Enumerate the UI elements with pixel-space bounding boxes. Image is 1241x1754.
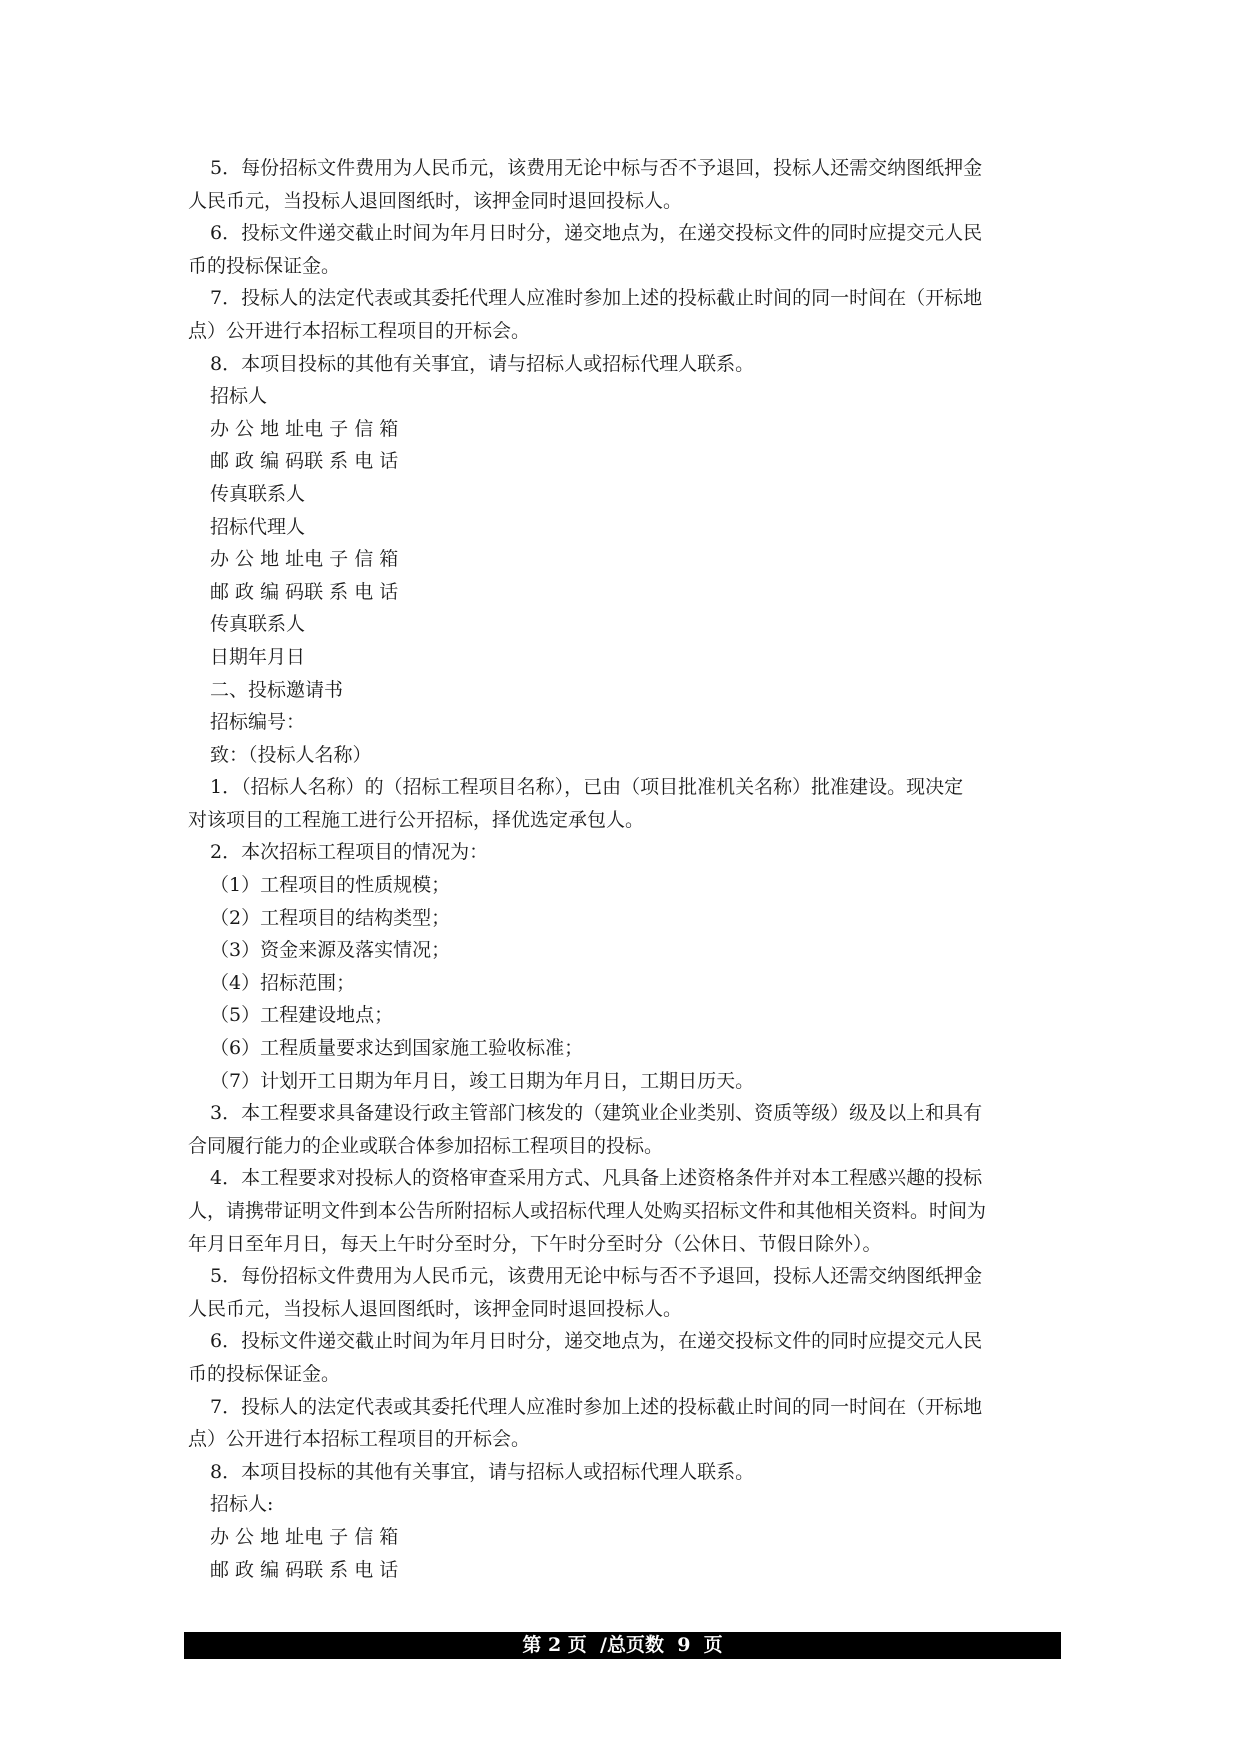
paragraph-line: 7．投标人的法定代表或其委托代理人应准时参加上述的投标截止时间的同一时间在（开标地 bbox=[210, 287, 983, 310]
paragraph-line: 5．每份招标文件费用为人民币元，该费用无论中标与否不予退回，投标人还需交纳图纸押金 bbox=[210, 1265, 983, 1288]
list-item: （2）工程项目的结构类型； bbox=[210, 906, 451, 929]
list-item: （4）招标范围； bbox=[210, 971, 356, 994]
paragraph-line: 传真联系人 bbox=[210, 613, 306, 636]
page-number: 第 2 页 /总页数 9 页 bbox=[522, 1634, 723, 1656]
paragraph-line: 7．投标人的法定代表或其委托代理人应准时参加上述的投标截止时间的同一时间在（开标地 bbox=[210, 1395, 983, 1418]
paragraph-line: 2．本次招标工程项目的情况为： bbox=[210, 841, 489, 864]
section-heading: 二、投标邀请书 bbox=[210, 678, 344, 701]
paragraph-line: 点）公开进行本招标工程项目的开标会。 bbox=[188, 319, 531, 342]
paragraph-line: 致：（投标人名称） bbox=[210, 743, 372, 766]
paragraph-line: 办 公 地 址电 子 信 箱 bbox=[210, 548, 399, 571]
paragraph-line: 对该项目的工程施工进行公开招标，择优选定承包人。 bbox=[188, 808, 645, 831]
paragraph-line: 币的投标保证金。 bbox=[188, 254, 341, 277]
page-footer bbox=[184, 1632, 1061, 1659]
paragraph-line: 办 公 地 址电 子 信 箱 bbox=[210, 1525, 399, 1548]
paragraph-line: 3．本工程要求具备建设行政主管部门核发的（建筑业企业类别、资质等级）级及以上和具有 bbox=[210, 1102, 983, 1125]
paragraph-line: 年月日至年月日，每天上午时分至时分，下午时分至时分（公休日、节假日除外）。 bbox=[188, 1232, 882, 1255]
paragraph-line: 日期年月日 bbox=[210, 645, 306, 668]
paragraph-line: 点）公开进行本招标工程项目的开标会。 bbox=[188, 1428, 531, 1451]
list-item: （7）计划开工日期为年月日，竣工日期为年月日，工期日历天。 bbox=[210, 1069, 755, 1092]
paragraph-line: 币的投标保证金。 bbox=[188, 1362, 341, 1385]
paragraph-line: 人民币元，当投标人退回图纸时，该押金同时退回投标人。 bbox=[188, 189, 683, 212]
paragraph-line: 6．投标文件递交截止时间为年月日时分，递交地点为，在递交投标文件的同时应提交元人民 bbox=[210, 222, 983, 245]
document-body bbox=[188, 152, 1058, 1586]
paragraph-line: 招标代理人 bbox=[210, 515, 306, 538]
paragraph-line: 招标人 bbox=[210, 385, 268, 408]
paragraph-line: 8．本项目投标的其他有关事宜，请与招标人或招标代理人联系。 bbox=[210, 352, 755, 375]
paragraph-line: 传真联系人 bbox=[210, 482, 306, 505]
list-item: （6）工程质量要求达到国家施工验收标准； bbox=[210, 1037, 584, 1060]
paragraph-line: 5．每份招标文件费用为人民币元，该费用无论中标与否不予退回，投标人还需交纳图纸押金 bbox=[210, 157, 983, 179]
paragraph-line: 合同履行能力的企业或联合体参加招标工程项目的投标。 bbox=[188, 1134, 664, 1157]
paragraph-line: 人民币元，当投标人退回图纸时，该押金同时退回投标人。 bbox=[188, 1297, 683, 1320]
paragraph-line: 8．本项目投标的其他有关事宜，请与招标人或招标代理人联系。 bbox=[210, 1460, 755, 1483]
paragraph-line: 6．投标文件递交截止时间为年月日时分，递交地点为，在递交投标文件的同时应提交元人民 bbox=[210, 1330, 983, 1353]
paragraph-line: 1．（招标人名称）的（招标工程项目名称），已由（项目批准机关名称）批准建设。现决定 bbox=[210, 776, 964, 799]
paragraph-line: 邮 政 编 码联 系 电 话 bbox=[210, 580, 399, 603]
paragraph-line: 招标编号： bbox=[210, 711, 306, 734]
paragraph-line: 招标人: bbox=[210, 1493, 274, 1516]
list-item: （1）工程项目的性质规模； bbox=[210, 874, 451, 897]
paragraph-line: 办 公 地 址电 子 信 箱 bbox=[210, 417, 399, 440]
paragraph-line: 人，请携带证明文件到本公告所附招标人或招标代理人处购买招标文件和其他相关资料。时间为 bbox=[188, 1200, 987, 1222]
list-item: （3）资金来源及落实情况； bbox=[210, 939, 451, 962]
paragraph-line: 邮 政 编 码联 系 电 话 bbox=[210, 1558, 399, 1581]
paragraph-line: 4．本工程要求对投标人的资格审查采用方式、凡具备上述资格条件并对本工程感兴趣的投标 bbox=[210, 1167, 983, 1190]
paragraph-line: 邮 政 编 码联 系 电 话 bbox=[210, 450, 399, 473]
list-item: （5）工程建设地点； bbox=[210, 1004, 394, 1027]
